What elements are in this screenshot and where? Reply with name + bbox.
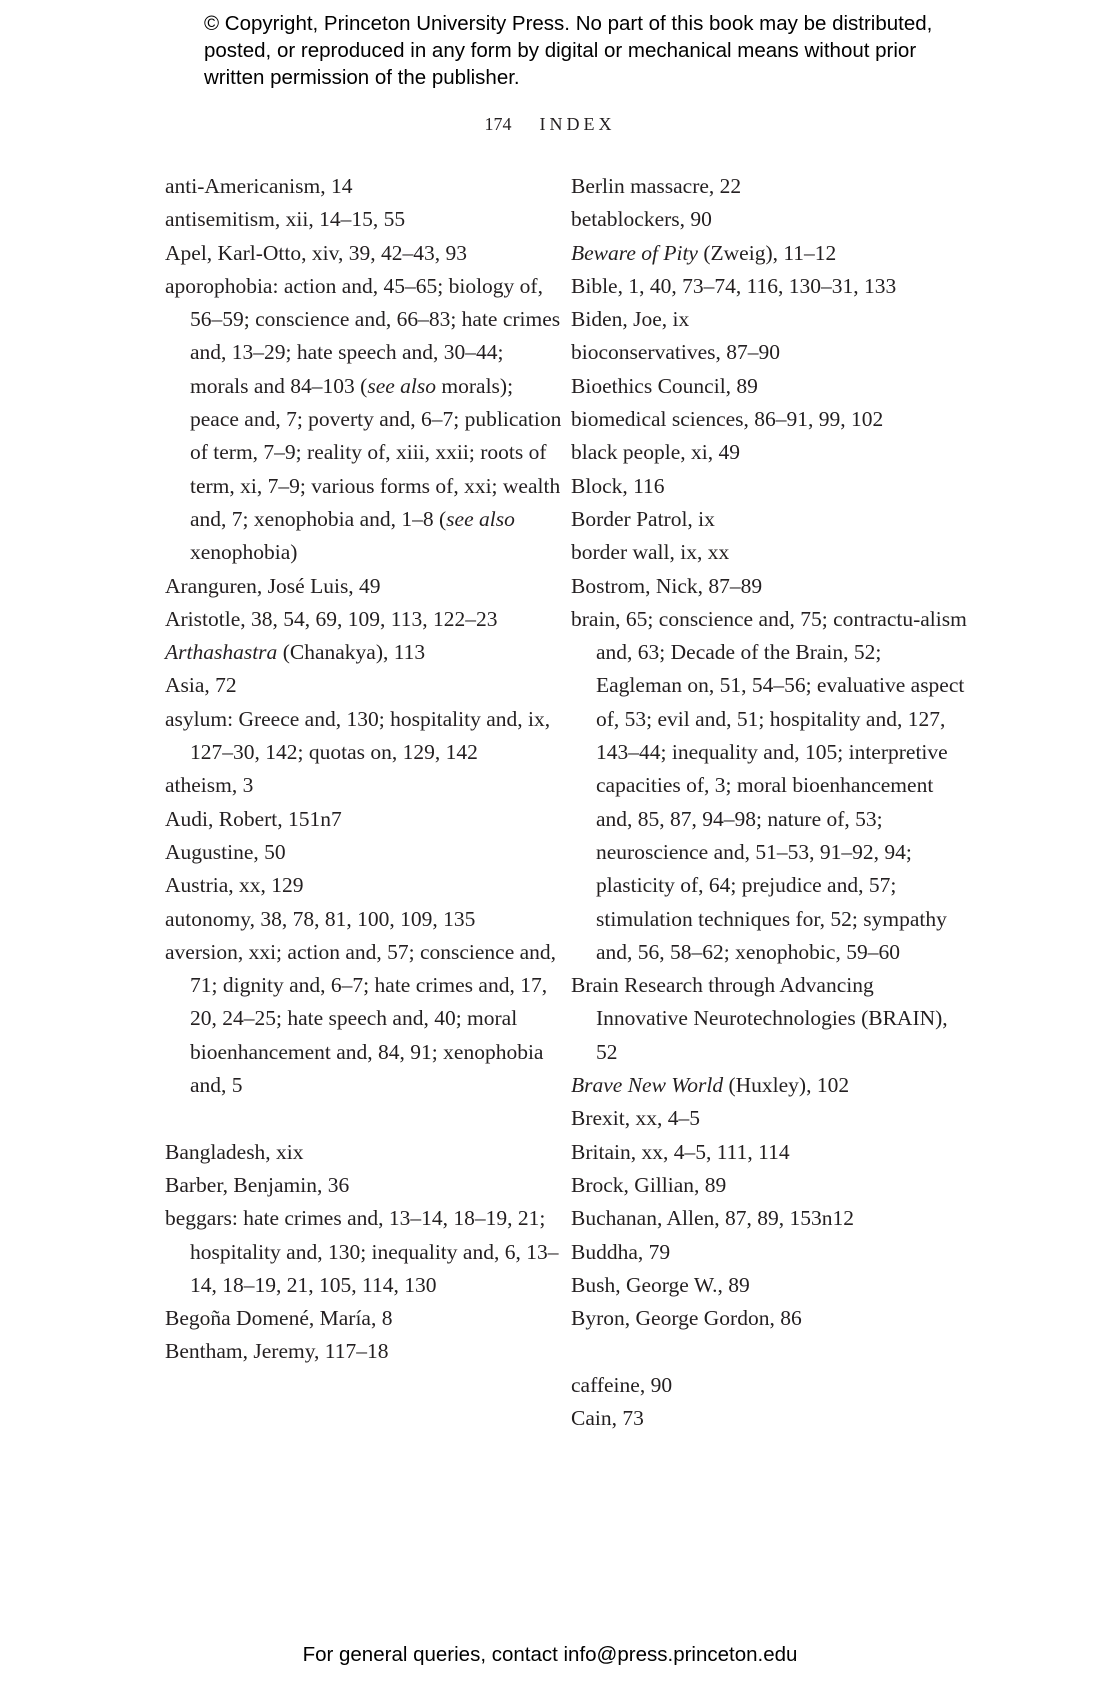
index-entry — [165, 170, 565, 203]
index-entry-text: atheism, 3 — [165, 773, 254, 798]
index-entry-text: biomedical sciences, 86–91, 99, 102 — [571, 407, 884, 432]
index-entry-italic-text: see also — [367, 373, 437, 398]
index-entry — [571, 1369, 971, 1402]
index-entry-italic-text: see also — [446, 506, 515, 531]
index-entry — [571, 503, 971, 536]
index-entry-text: Asia, 72 — [165, 673, 237, 698]
index-entry-text: Bangladesh, xix — [165, 1139, 304, 1164]
index-entry-text: Biden, Joe, ix — [571, 307, 690, 332]
index-entry — [571, 336, 971, 369]
index-entry — [571, 470, 971, 503]
index-entry — [571, 270, 971, 303]
index-entry-text: Bible, 1, 40, 73–74, 116, 130–31, 133 — [571, 273, 897, 298]
index-entry-text: caffeine, 90 — [571, 1372, 673, 1397]
index-entry-text: xenophobia) — [190, 540, 298, 565]
index-entry-text: antisemitism, xii, 14–15, 55 — [165, 207, 406, 232]
index-entry-text: Cain, 73 — [571, 1405, 644, 1430]
index-entry — [165, 836, 565, 869]
index-entry — [571, 1302, 971, 1335]
index-entry-text: Begoña Domené, María, 8 — [165, 1306, 393, 1331]
index-entry-text: aporophobia: action and, 45–65; biology of, 56–59; conscience and, 66–83; hate crimes and, 13–29; hate speech and, 30–44; morals and 84–103 ( — [165, 273, 561, 398]
index-entry-text: Border Patrol, ix — [571, 506, 715, 531]
index-entry — [571, 1202, 971, 1235]
index-entry-text: morals); peace and, 7; poverty and, 6–7; publication of term, 7–9; reality of, xiii, xxii; roots of term, xi, 7–9; various forms of, xxi; wealth and, 7; xenophobia and, 1–8 ( — [190, 373, 562, 531]
index-entry — [571, 1169, 971, 1202]
index-column-right — [571, 170, 971, 1435]
index-entry-text: Bentham, Jeremy, 117–18 — [165, 1339, 389, 1364]
contact-footer: For general queries, contact info@press.princeton.edu — [302, 1643, 798, 1666]
index-entry-text: Bioethics Council, 89 — [571, 373, 758, 398]
index-entry-text: Buddha, 79 — [571, 1239, 671, 1264]
index-entry-text: Bush, George W., 89 — [571, 1272, 750, 1297]
index-entry — [571, 403, 971, 436]
index-entry — [165, 636, 565, 669]
section-title: INDEX — [539, 114, 616, 134]
running-head — [0, 114, 1100, 135]
index-entry-text: Aristotle, 38, 54, 69, 109, 113, 122–23 — [165, 606, 498, 631]
index-entry — [165, 1202, 565, 1302]
index-entry — [571, 570, 971, 603]
index-entry-text: (Chanakya), 113 — [277, 640, 426, 665]
index-entry — [571, 303, 971, 336]
index-entry — [571, 1402, 971, 1435]
index-entry-text: beggars: hate crimes and, 13–14, 18–19, 21; hospitality and, 130; inequality and, 6, 13–14, 18–19, 21, 105, 114, 130 — [165, 1206, 559, 1297]
index-entry — [571, 436, 971, 469]
index-entry-text: Britain, xx, 4–5, 111, 114 — [571, 1139, 790, 1164]
index-entry — [165, 703, 565, 770]
index-entry-text: autonomy, 38, 78, 81, 100, 109, 135 — [165, 906, 476, 931]
index-entry-text: aversion, xxi; action and, 57; conscience and, 71; dignity and, 6–7; hate crimes and, 17, 20, 24–25; hate speech and, 40; moral bioenhancement and, 84, 91; xenophobia and, 5 — [165, 939, 557, 1098]
index-entry-text: Audi, Robert, 151n7 — [165, 806, 342, 831]
index-entry-text: Austria, xx, 129 — [165, 873, 304, 898]
index-entry — [165, 669, 565, 702]
index-entry-text: Augustine, 50 — [165, 839, 286, 864]
index-entry-text: border wall, ix, xx — [571, 540, 730, 565]
index-entry — [571, 237, 971, 270]
copyright-notice: © Copyright, Princeton University Press. No part of this book may be distributed, posted, or reproduced in any form by digital or mechanical means without prior written permission of the publisher. — [204, 12, 933, 89]
index-entry-text: Berlin massacre, 22 — [571, 174, 742, 198]
index-entry-text: brain, 65; conscience and, 75; contractu-alism and, 63; Decade of the Brain, 52; Eagleman on, 51, 54–56; evaluative aspect of, 53; evil and, 51; hospitality and, 127, 143–44; inequality and, 105; interpretive capacities of, 3; moral bioenhancement and, 85, 87, 94–98; nature of, 53; neuroscience and, 51–53, 91–92, 94; plasticity of, 64; prejudice and, 57; stimulation techniques for, 52; sympathy and, 56, 58–62; xenophobic, 59–60 — [571, 606, 967, 964]
index-entry — [571, 170, 971, 203]
index-entry — [165, 1335, 565, 1368]
index-column-left — [165, 170, 565, 1369]
index-entry — [165, 869, 565, 902]
index-entry — [165, 570, 565, 603]
index-entry — [571, 203, 971, 236]
index-entry-text: (Huxley), 102 — [723, 1073, 850, 1098]
index-entry-text: asylum: Greece and, 130; hospitality and, ix, 127–30, 142; quotas on, 129, 142 — [165, 706, 551, 765]
index-entry-text: Brain Research through Advancing Innovative Neurotechnologies (BRAIN), 52 — [571, 973, 948, 1064]
index-entry-text: betablockers, 90 — [571, 207, 712, 232]
index-entry — [165, 903, 565, 936]
index-entry — [165, 1136, 565, 1169]
index-entry-text: Brexit, xx, 4–5 — [571, 1106, 700, 1131]
index-entry — [571, 603, 971, 969]
index-entry-text: (Zweig), 11–12 — [697, 240, 837, 265]
index-entry-italic-text: Brave New World — [571, 1073, 724, 1098]
index-entry — [571, 536, 971, 569]
index-entry — [571, 1136, 971, 1169]
index-entry — [165, 603, 565, 636]
index-entry — [165, 237, 565, 270]
index-entry-text: Aranguren, José Luis, 49 — [165, 573, 381, 598]
index-entry-text: Apel, Karl-Otto, xiv, 39, 42–43, 93 — [165, 240, 467, 265]
index-entry — [571, 1236, 971, 1269]
index-entry — [165, 1169, 565, 1202]
index-entry — [165, 936, 565, 1102]
index-entry — [571, 969, 971, 1069]
index-entry-italic-text: Beware of Pity — [571, 240, 698, 265]
index-entry — [165, 270, 565, 570]
index-entry-text: Barber, Benjamin, 36 — [165, 1172, 350, 1197]
index-entry-italic-text: Arthashastra — [165, 640, 278, 665]
index-entry — [165, 1302, 565, 1335]
index-entry — [165, 203, 565, 236]
index-entry-text: bioconservatives, 87–90 — [571, 340, 780, 365]
index-entry-text: Byron, George Gordon, 86 — [571, 1306, 802, 1331]
index-entry — [571, 1069, 971, 1102]
index-entry — [165, 803, 565, 836]
index-entry-text: Bostrom, Nick, 87–89 — [571, 573, 763, 598]
index-entry — [571, 370, 971, 403]
index-entry — [571, 1102, 971, 1135]
index-entry — [165, 769, 565, 802]
index-entry-text: Brock, Gillian, 89 — [571, 1172, 727, 1197]
index-entry-text: anti-Americanism, 14 — [165, 174, 353, 198]
index-entry-text: black people, xi, 49 — [571, 440, 740, 465]
index-entry-text: Block, 116 — [571, 473, 665, 498]
index-entry — [571, 1269, 971, 1302]
page-number: 174 — [484, 114, 512, 134]
index-entry-text: Buchanan, Allen, 87, 89, 153n12 — [571, 1206, 855, 1231]
